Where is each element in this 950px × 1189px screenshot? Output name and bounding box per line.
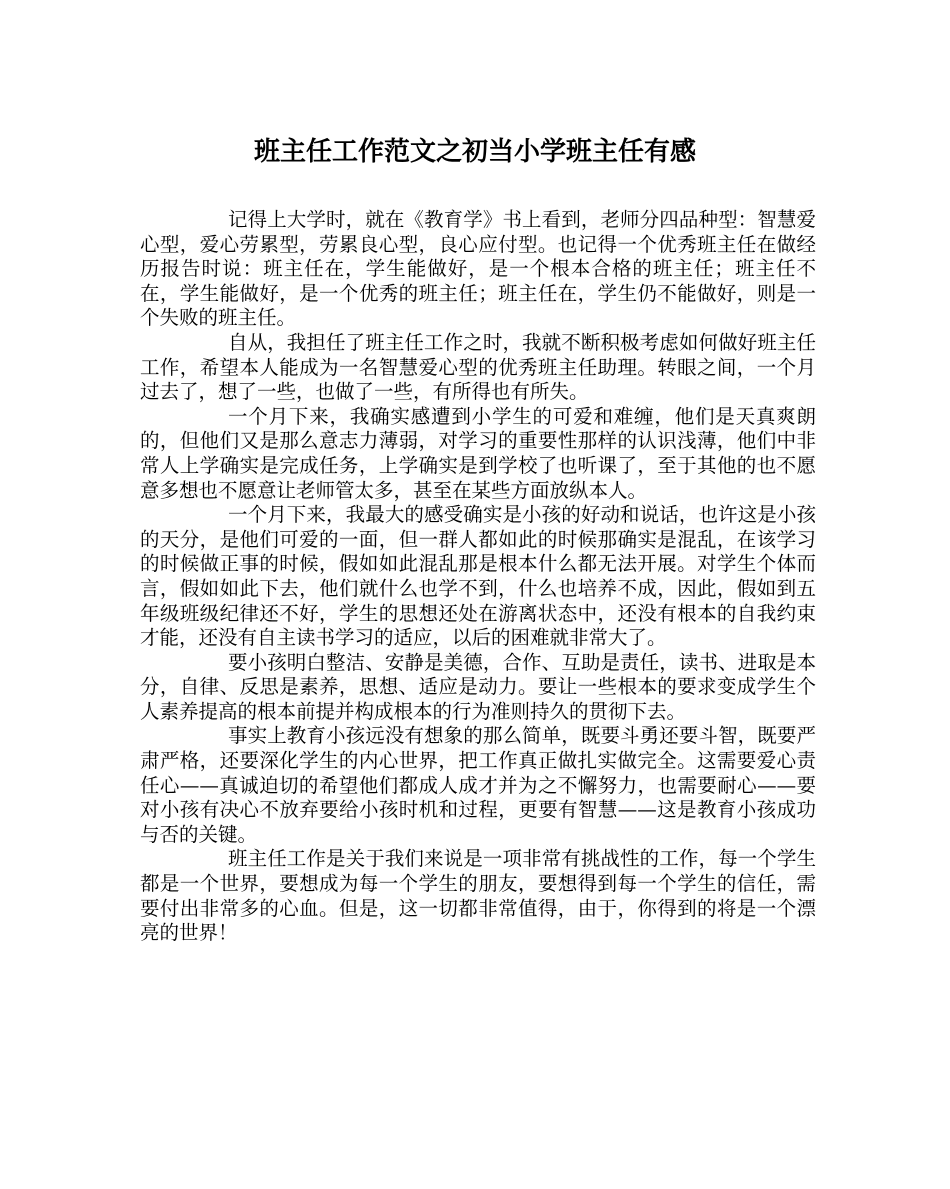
paragraph-2: 自从，我担任了班主任工作之时，我就不断积极考虑如何做好班主任工作，希望本人能成为一名智慧爱心型的优秀班主任助理。转眼之间，一个月过去了，想了一些，也做了一些，有所得也有所失。 [140, 330, 816, 404]
paragraph-6: 事实上教育小孩远没有想象的那么简单，既要斗勇还要斗智，既要严肃严格，还要深化学生的内心世界，把工作真正做扎实做完全。这需要爱心责任心——真诚迫切的希望他们都成人成才并为之不懈努力，也需要耐心——要对小孩有决心不放弃要给小孩时机和过程，更要有智慧——这是教育小孩成功与否的关键。 [140, 724, 816, 846]
paragraph-5: 要小孩明白整洁、安静是美德，合作、互助是责任，读书、进取是本分，自律、反思是素养，思想、适应是动力。要让一些根本的要求变成学生个人素养提高的根本前提并构成根本的行为准则持久的贯彻下去。 [140, 650, 816, 723]
document-body [140, 208, 816, 946]
document-title: 班主任工作范文之初当小学班主任有感 [253, 137, 696, 167]
paragraph-3: 一个月下来，我确实感遭到小学生的可爱和难缠，他们是天真爽朗的，但他们又是那么意志力薄弱，对学习的重要性那样的认识浅薄，他们中非常人上学确实是完成任务，上学确实是到学校了也听课了，至于其他的也不愿意多想也不愿意让老师管太多，甚至在某些方面放纵本人。 [140, 404, 816, 502]
paragraph-1: 记得上大学时，就在《教育学》书上看到，老师分四品种型：智慧爱心型，爱心劳累型，劳累良心型，良心应付型。也记得一个优秀班主任在做经历报告时说：班主任在，学生能做好，是一个根本合格的班主任；班主任不在，学生能做好，是一个优秀的班主任；班主任在，学生仍不能做好，则是一个失败的班主任。 [140, 208, 816, 330]
paragraph-4: 一个月下来，我最大的感受确实是小孩的好动和说话，也许这是小孩的天分，是他们可爱的一面，但一群人都如此的时候那确实是混乱，在该学习的时候做正事的时候，假如如此混乱那是根本什么都无法开展。对学生个体而言，假如如此下去，他们就什么也学不到，什么也培养不成，因此，假如到五年级班级纪律还不好，学生的思想还处在游离状态中，还没有根本的自我约束才能，还没有自主读书学习的适应，以后的困难就非常大了。 [140, 503, 816, 650]
paragraph-7: 班主任工作是关于我们来说是一项非常有挑战性的工作，每一个学生都是一个世界，要想成为每一个学生的朋友，要想得到每一个学生的信任，需要付出非常多的心血。但是，这一切都非常值得，由于，你得到的将是一个漂亮的世界！ [140, 847, 816, 945]
